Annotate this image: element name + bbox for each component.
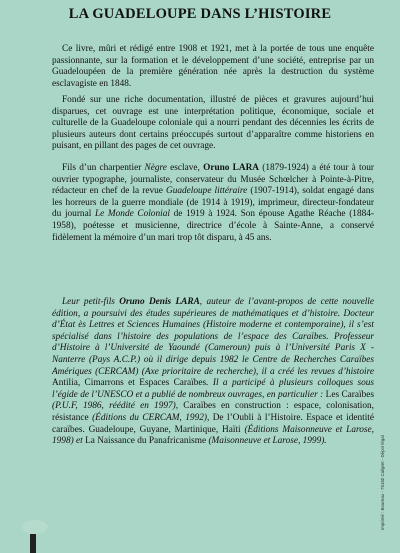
cover-title: LA GUADELOUPE DANS L’HISTOIRE [68, 6, 332, 22]
grandson-biography-paragraph [52, 297, 374, 448]
book-title: De l’Oubli à l’Histoire. Espace et identité caraïbes. Guadeloupe, Guyane, Martinique, Haïti [52, 412, 374, 435]
summary-paragraph-2: Fondé sur une riche documentation, illustré de pièces et gravures aujourd’hui disparues, cet ouvrage est une interprétation politique, économique, sociale et culturelle de la Guadeloupe coloniale qui a nourri pendant des décennies les écrits de plusieurs auteurs dont certains préoccupés surtout d’apparaître comme historiens en puisant, en pillant des pages de cet ouvrage. [52, 95, 374, 152]
journal-titles: Antilia, Cimarrons et Espaces Caraïbes [52, 378, 207, 389]
bio-text: (P.U.F, 1986, réédité en 1997), [52, 401, 184, 412]
bio-text: , auteur de l’avant-propos de cette nouvelle édition, a poursuivi des études supérieures de mathématiques et d’histoire. Docteur d’État ès Lettres et Sciences Humaines (Histoire moderne et contemporaine), il s’est spécialisé dans l’histoire des populations de l’espace des Caraïbes. Professeur d’Histoire à l’Université de Yaoundé (Cameroun) puis à l’Université Paris X - Nanterre (Pays A.C.P.) où il dirige depuis 1982 le Centre de Recherches Caraïbes Amériques (CERCAM) (Axe prioritaire de recherche), il a créé les revues d’histoire [52, 297, 375, 377]
book-title: La Naissance du Panafricanisme [85, 436, 207, 447]
printer-imprint: Imprimé : Boureau - 75150 Caligret - Dépot légal [380, 435, 385, 530]
grandson-name: Oruno Denis LARA [119, 297, 200, 307]
summary-paragraph-1: Ce livre, mûri et rédigé entre 1908 et 1921, met à la portée de tous une enquête passionnante, sur la formation et le développement d’une société, entreprise par un Guadeloupéen de la première génération née après la destruction du système esclavagiste en 1848. [52, 44, 374, 89]
author-biography-paragraph [52, 163, 374, 244]
book-title: Caraïbes en construction : espace, colonisation, résistance [52, 401, 374, 423]
bio-text: esclave, [166, 163, 204, 173]
journal-title: Guadeloupe littéraire [166, 186, 248, 197]
bio-text: de 1919 à 1924. Son épouse Agathe Réache (1884-1958), poétesse et musicienne, directrice d’école à Sainte-Anne, a conservé fidèlement la mémoire d’un mari trop tôt disparu, à 45 ans. [52, 209, 374, 243]
author-name: Oruno LARA [203, 163, 260, 173]
bio-text: (1907-1914), soldat engagé dans les horreurs de la guerre mondiale (de 1914 à 1919), imprimeur, directeur-fondateur du journal [52, 186, 374, 220]
barcode-fragment [30, 534, 36, 553]
bio-text: (Maisonneuve et Larose, 1999). [206, 436, 327, 447]
newspaper-title: Le Monde Colonial [94, 209, 170, 220]
bio-text: (1879-1924) a été tour à tour ouvrier typographe, journaliste, conservateur du Musée Schœlcher à Pointe-à-Pitre, rédacteur en chef de la revue [52, 163, 374, 197]
bio-text: (Éditions du CERCAM, 1992), [88, 412, 213, 423]
bio-text: . Il a participé à plusieurs colloques sous l’égide de l’UNESCO et a publié de nombreux ouvrages, en particulier : [52, 378, 374, 400]
bio-text: Leur petit-fils [62, 297, 120, 307]
bio-text: Fils d’un charpentier [62, 163, 145, 173]
bio-text: (Éditions Maisonneuve et Larose, 1998) et [52, 424, 374, 447]
bio-italic-term: Nègre [144, 163, 167, 173]
book-title: Les Caraïbes [325, 389, 375, 400]
paper-stain [22, 520, 48, 534]
